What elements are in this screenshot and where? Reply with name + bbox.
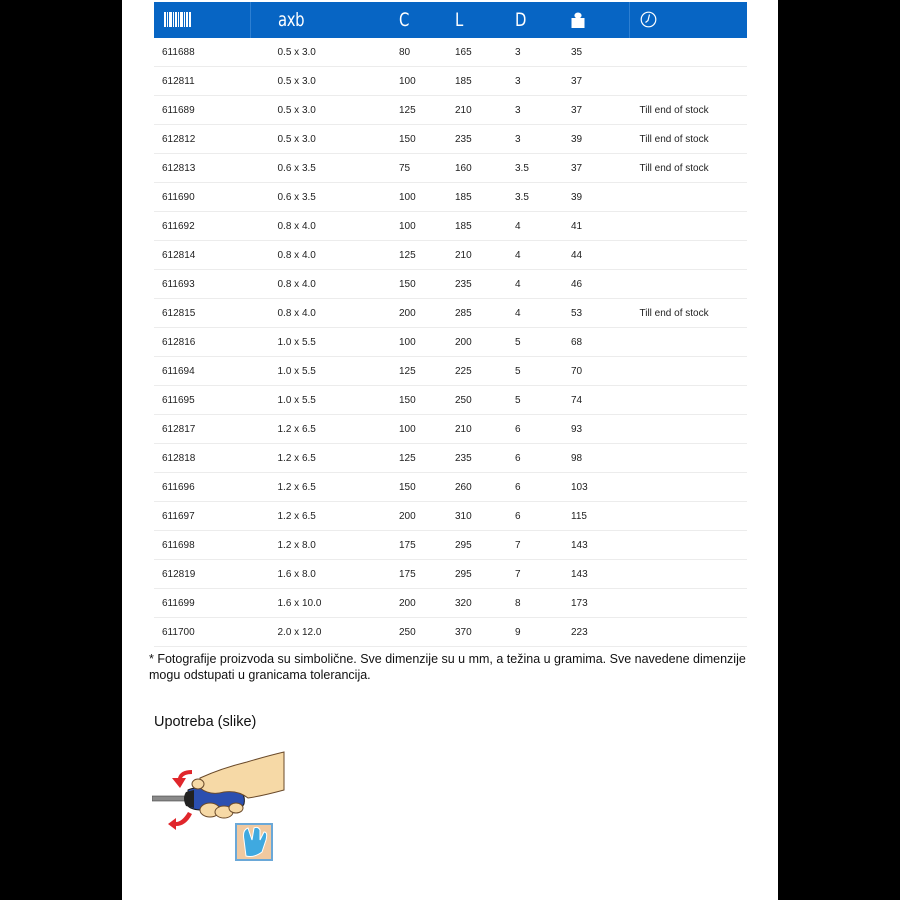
cell-status: Till end of stock [630,96,748,125]
cell-d: 9 [515,618,571,647]
table-row [154,38,747,67]
cell-l: 185 [455,183,515,212]
table-row [154,299,747,328]
cell-d: 3 [515,96,571,125]
cell-status: Till end of stock [630,125,748,154]
cell-status [630,328,748,357]
cell-c: 150 [399,125,455,154]
page [122,0,778,900]
cell-d: 3 [515,125,571,154]
cell-status [630,589,748,618]
cell-c: 200 [399,589,455,618]
cell-axb: 0.5 x 3.0 [251,67,400,96]
cell-code: 611692 [154,212,251,241]
header-weight [571,2,630,38]
cell-weight: 39 [571,125,630,154]
table-row [154,618,747,647]
cell-weight: 115 [571,502,630,531]
cell-status [630,502,748,531]
table-row [154,589,747,618]
cell-code: 612819 [154,560,251,589]
cell-weight: 39 [571,183,630,212]
cell-weight: 53 [571,299,630,328]
cell-l: 235 [455,125,515,154]
header-code [154,2,251,38]
cell-axb: 1.0 x 5.5 [251,328,400,357]
cell-code: 612813 [154,154,251,183]
cell-axb: 1.2 x 6.5 [251,473,400,502]
table-row [154,270,747,299]
cell-d: 3.5 [515,183,571,212]
cell-d: 5 [515,386,571,415]
cell-c: 100 [399,212,455,241]
cell-weight: 103 [571,473,630,502]
cell-status [630,444,748,473]
cell-status [630,38,748,67]
table-row [154,67,747,96]
table-row [154,154,747,183]
table-row [154,125,747,154]
cell-l: 210 [455,415,515,444]
cell-status [630,357,748,386]
cell-axb: 0.8 x 4.0 [251,212,400,241]
table-row [154,473,747,502]
cell-l: 225 [455,357,515,386]
table-row [154,96,747,125]
cell-weight: 173 [571,589,630,618]
cell-code: 611698 [154,531,251,560]
cell-axb: 0.5 x 3.0 [251,38,400,67]
cell-c: 125 [399,96,455,125]
cell-l: 260 [455,473,515,502]
cell-weight: 35 [571,38,630,67]
cell-l: 210 [455,241,515,270]
header-axb: axb [251,2,400,38]
table-row [154,357,747,386]
cell-c: 75 [399,154,455,183]
cell-axb: 0.6 x 3.5 [251,154,400,183]
cell-c: 125 [399,444,455,473]
cell-c: 100 [399,415,455,444]
cell-axb: 1.0 x 5.5 [251,357,400,386]
cell-d: 3 [515,67,571,96]
cell-status [630,560,748,589]
cell-code: 611693 [154,270,251,299]
cell-axb: 0.8 x 4.0 [251,270,400,299]
cell-c: 150 [399,270,455,299]
cell-d: 7 [515,560,571,589]
cell-status [630,415,748,444]
cell-d: 4 [515,270,571,299]
cell-d: 5 [515,357,571,386]
cell-l: 295 [455,560,515,589]
cell-axb: 1.2 x 6.5 [251,502,400,531]
table-row [154,328,747,357]
cell-code: 611700 [154,618,251,647]
cell-weight: 143 [571,531,630,560]
header-c: C [399,2,455,38]
cell-status [630,618,748,647]
footnote: * Fotografije proizvoda su simbolične. Sve dimenzije su u mm, a težina u gramima. Sve navedene dimenzije mogu odstupati u granicama tolerancija. [149,652,746,682]
cell-weight: 70 [571,357,630,386]
cell-d: 3.5 [515,154,571,183]
cell-d: 6 [515,473,571,502]
cell-l: 285 [455,299,515,328]
cell-l: 160 [455,154,515,183]
cell-c: 175 [399,531,455,560]
cell-code: 611696 [154,473,251,502]
spec-table [154,2,747,647]
cell-axb: 0.5 x 3.0 [251,125,400,154]
cell-status [630,473,748,502]
cell-code: 612817 [154,415,251,444]
cell-code: 612812 [154,125,251,154]
weight-icon [571,12,585,28]
cell-weight: 98 [571,444,630,473]
cell-c: 100 [399,183,455,212]
cell-code: 612816 [154,328,251,357]
cell-c: 80 [399,38,455,67]
cell-axb: 1.6 x 8.0 [251,560,400,589]
cell-code: 612811 [154,67,251,96]
header-status [630,2,748,38]
table-row [154,241,747,270]
cell-status [630,67,748,96]
table-row [154,386,747,415]
cell-code: 611689 [154,96,251,125]
cell-l: 310 [455,502,515,531]
cell-c: 125 [399,357,455,386]
cell-c: 125 [399,241,455,270]
cell-code: 611699 [154,589,251,618]
cell-status: Till end of stock [630,154,748,183]
cell-d: 6 [515,444,571,473]
cell-l: 250 [455,386,515,415]
cell-axb: 0.8 x 4.0 [251,299,400,328]
cell-weight: 223 [571,618,630,647]
cell-weight: 44 [571,241,630,270]
usage-title: Upotreba (slike) [154,714,257,730]
cell-l: 185 [455,212,515,241]
table-row [154,183,747,212]
barcode-icon [164,12,191,27]
cell-l: 235 [455,444,515,473]
cell-c: 250 [399,618,455,647]
cell-c: 150 [399,473,455,502]
cell-l: 370 [455,618,515,647]
cell-d: 5 [515,328,571,357]
table-row [154,502,747,531]
cell-axb: 2.0 x 12.0 [251,618,400,647]
cell-weight: 74 [571,386,630,415]
cell-l: 320 [455,589,515,618]
table-row [154,444,747,473]
cell-weight: 37 [571,154,630,183]
cell-status [630,531,748,560]
cell-weight: 41 [571,212,630,241]
cell-axb: 1.6 x 10.0 [251,589,400,618]
cell-axb: 1.2 x 6.5 [251,415,400,444]
cell-weight: 37 [571,67,630,96]
cell-weight: 37 [571,96,630,125]
cell-code: 611690 [154,183,251,212]
cell-l: 165 [455,38,515,67]
header-l: L [455,2,515,38]
table-row [154,212,747,241]
header-d: D [515,2,571,38]
cell-status [630,183,748,212]
cell-d: 6 [515,415,571,444]
cell-d: 8 [515,589,571,618]
cell-l: 185 [455,67,515,96]
cell-c: 150 [399,386,455,415]
hand-screwdriver-illustration [152,748,286,866]
cell-d: 4 [515,241,571,270]
cell-weight: 143 [571,560,630,589]
cell-code: 611688 [154,38,251,67]
cell-code: 611694 [154,357,251,386]
cell-l: 210 [455,96,515,125]
cell-weight: 68 [571,328,630,357]
cell-code: 611695 [154,386,251,415]
cell-axb: 0.8 x 4.0 [251,241,400,270]
cell-d: 4 [515,212,571,241]
cell-d: 6 [515,502,571,531]
cell-weight: 93 [571,415,630,444]
cell-axb: 0.6 x 3.5 [251,183,400,212]
cell-axb: 0.5 x 3.0 [251,96,400,125]
table-row [154,531,747,560]
cell-code: 612814 [154,241,251,270]
table-row [154,415,747,444]
cell-status: Till end of stock [630,299,748,328]
cell-c: 200 [399,502,455,531]
cell-code: 612818 [154,444,251,473]
cell-l: 295 [455,531,515,560]
clock-icon [640,11,657,28]
cell-axb: 1.2 x 6.5 [251,444,400,473]
cell-l: 200 [455,328,515,357]
table-row [154,560,747,589]
cell-c: 200 [399,299,455,328]
cell-status [630,386,748,415]
cell-axb: 1.2 x 8.0 [251,531,400,560]
cell-d: 4 [515,299,571,328]
cell-weight: 46 [571,270,630,299]
cell-code: 611697 [154,502,251,531]
cell-code: 612815 [154,299,251,328]
table-body [154,38,747,647]
cell-axb: 1.0 x 5.5 [251,386,400,415]
cell-c: 100 [399,328,455,357]
table-header-row [154,2,747,38]
cell-status [630,212,748,241]
cell-c: 175 [399,560,455,589]
cell-l: 235 [455,270,515,299]
cell-c: 100 [399,67,455,96]
cell-status [630,241,748,270]
cell-status [630,270,748,299]
cell-d: 7 [515,531,571,560]
cell-d: 3 [515,38,571,67]
